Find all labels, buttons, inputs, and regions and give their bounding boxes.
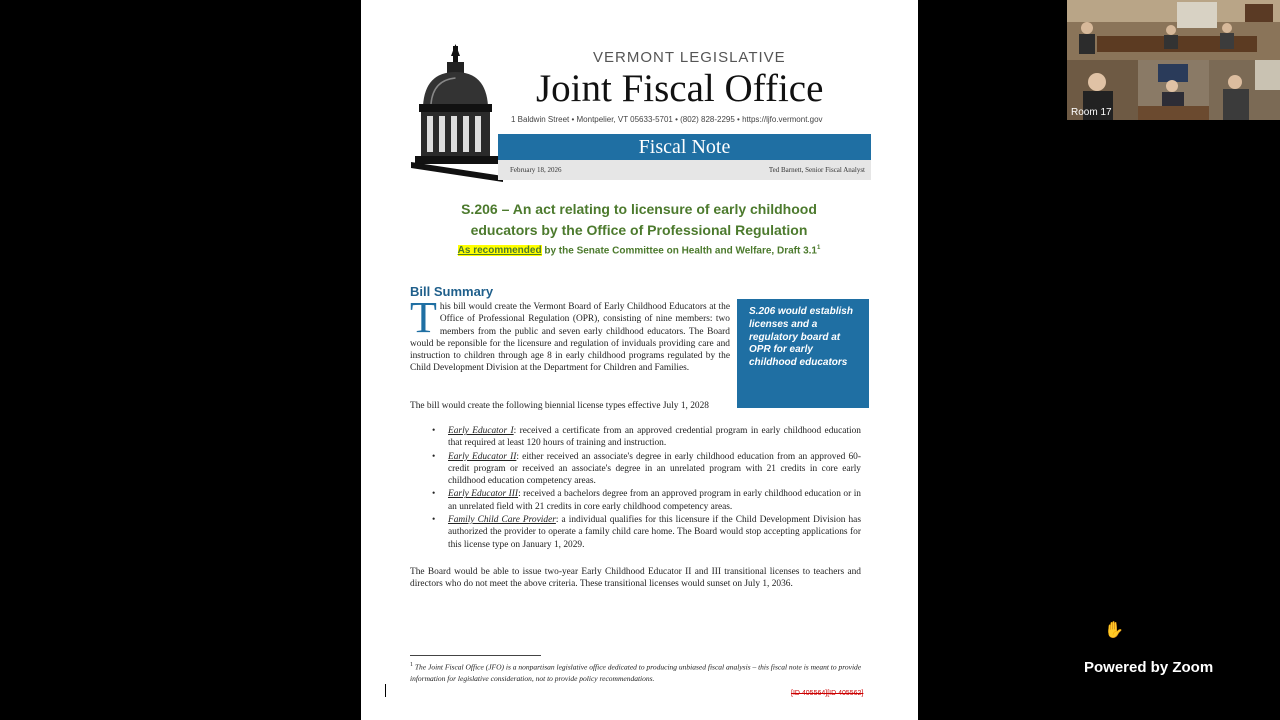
note-date: February 18, 2026 bbox=[510, 166, 562, 174]
footnote-divider bbox=[410, 655, 541, 656]
video-tile-participant-2[interactable] bbox=[1138, 60, 1209, 120]
video-tile-participant-3[interactable] bbox=[1209, 60, 1280, 120]
callout-box: S.206 would establish licenses and a regulatory board at OPR for early childhood educators bbox=[737, 299, 869, 408]
footnote bbox=[410, 660, 870, 684]
fiscal-note-banner: Fiscal Note bbox=[498, 134, 871, 160]
org-subtitle: VERMONT LEGISLATIVE bbox=[593, 49, 786, 66]
video-tile-room-wide[interactable] bbox=[1067, 0, 1280, 60]
list-item bbox=[410, 514, 861, 551]
section-heading: Bill Summary bbox=[410, 284, 494, 299]
raise-hand-icon[interactable]: ✋ bbox=[1104, 622, 1124, 639]
footnote-text: The Joint Fiscal Office (JFO) is a nonpartisan legislative office dedicated to producing unbiased fiscal analysis – this fiscal note is meant to provide information for legislative consideration, not to provide policy recommendations. bbox=[410, 662, 862, 683]
participant-video bbox=[1138, 60, 1209, 120]
summary-paragraph-2: The bill would create the following biennial license types effective July 1, 2028 bbox=[410, 401, 709, 411]
summary-paragraph-1-text: his bill would create the Vermont Board of Early Childhood Educators at the Office of Professional Regulation (OPR), consisting of nine members: two members from the public and seven early childhood educators. The Board would be reponsible for the licensure and regulation of inviduals providing care and instruction to children through age 8 in early childhood programs regulated by the Child Development Division at the Department for Children and Families. bbox=[410, 302, 730, 374]
recommendation-highlight: As recommended bbox=[457, 245, 542, 257]
meeting-room-video bbox=[1067, 0, 1280, 60]
list-item-text: : either received an associate's degree in early childhood education from an approved 60-credit program or received an associate's degree in an unrelated program with 21 credits in core early childhood education competency areas. bbox=[448, 451, 861, 487]
license-list bbox=[410, 425, 861, 552]
video-gallery[interactable] bbox=[1067, 0, 1280, 120]
bill-title bbox=[411, 199, 867, 241]
banner-subbar bbox=[498, 160, 871, 180]
drop-cap: T bbox=[410, 293, 437, 342]
org-address: 1 Baldwin Street • Montpelier, VT 05633-5701 • (802) 828-2295 • https://ljfo.vermont.gov bbox=[511, 115, 823, 124]
summary-paragraph-1 bbox=[410, 293, 730, 375]
summary-paragraph-3: The Board would be able to issue two-year Early Childhood Educator II and III transitional licenses to teachers and directors who do not meet the above criteria. These transitional licenses would sunset on July 1, 2036. bbox=[410, 567, 861, 590]
bill-title-line1: S.206 – An act relating to licensure of early childhood bbox=[461, 201, 817, 217]
list-item-text: : received a certificate from an approved credential program in early childhood education that required at least 120 hours of training and instruction. bbox=[448, 426, 861, 449]
list-item-label: Early Educator III bbox=[448, 489, 519, 500]
list-item-label: Family Child Care Provider bbox=[448, 515, 556, 526]
participant-video bbox=[1209, 60, 1280, 120]
footnote-ref: 1 bbox=[817, 245, 821, 251]
zoom-branding: Powered by Zoom bbox=[1084, 659, 1214, 676]
list-item bbox=[410, 451, 861, 488]
recommendation-line bbox=[411, 245, 867, 256]
list-item-text: : a individual qualifies for this licensure if the Child Development Division has authorized the provider to operate a family child care home. The Board would stop accepting applications for this license type on January 1, 2029. bbox=[448, 515, 861, 550]
list-item-label: Early Educator II bbox=[448, 451, 517, 462]
list-item bbox=[410, 488, 861, 513]
list-item-text: : received a bachelors degree from an approved program in early childhood education or in an unrelated field with 21 credits in core early childhood competency areas. bbox=[448, 489, 861, 512]
note-analyst: Ted Barnett, Senior Fiscal Analyst bbox=[768, 166, 865, 174]
document-id: [ID 405564][ID 405562] bbox=[791, 690, 864, 697]
list-item bbox=[410, 425, 861, 450]
footnote-mark: 1 bbox=[410, 662, 413, 668]
org-title: Joint Fiscal Office bbox=[536, 67, 824, 110]
room-label: Room 17 bbox=[1071, 107, 1112, 118]
recommendation-text: by the Senate Committee on Health and Welfare, Draft 3.1 bbox=[541, 245, 817, 257]
bill-title-line2: educators by the Office of Professional Regulation bbox=[470, 222, 808, 238]
video-tile-room-17[interactable] bbox=[1067, 60, 1138, 120]
text-cursor bbox=[385, 684, 386, 697]
list-item-label: Early Educator I bbox=[448, 426, 514, 436]
shared-document bbox=[361, 0, 918, 720]
capitol-dome-logo bbox=[411, 44, 503, 182]
